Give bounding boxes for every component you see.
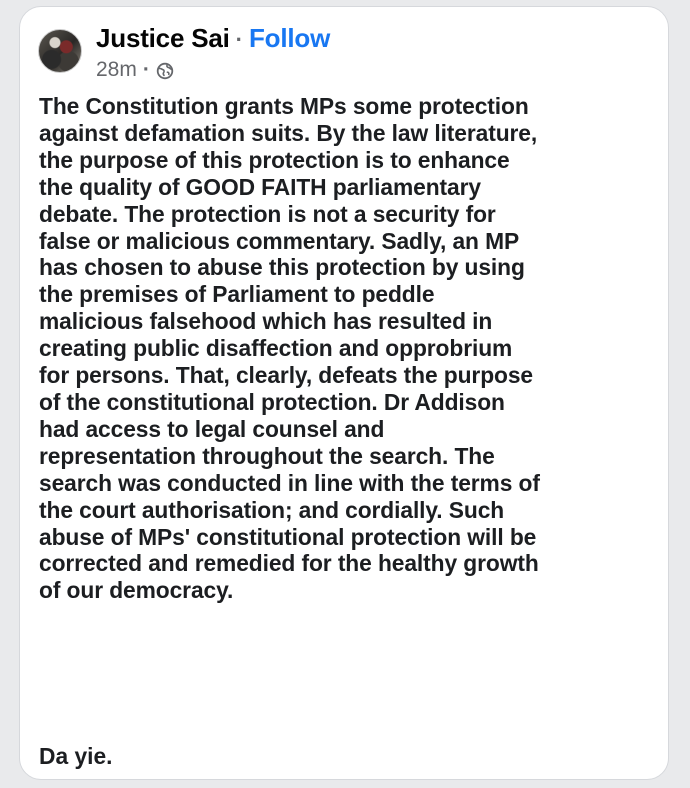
post-body-line: creating public disaffection and opprobrium xyxy=(39,335,513,362)
post-body-line: the quality of GOOD FAITH parliamentary xyxy=(39,173,481,200)
author-name[interactable]: Justice Sai xyxy=(96,23,230,53)
post-body-line: has chosen to abuse this protection by using xyxy=(39,254,525,281)
name-row xyxy=(96,23,330,55)
post-body-line: malicious falsehood which has resulted in xyxy=(39,308,493,335)
post-body-line: the court authorisation; and cordially. Such xyxy=(39,496,505,523)
post-body-line: for persons. That, clearly, defeats the purpose xyxy=(39,362,534,389)
post-body-line: the premises of Parliament to peddle xyxy=(39,281,435,308)
timestamp-separator: · xyxy=(142,58,150,81)
post-body-line: had access to legal counsel and xyxy=(39,415,385,442)
post-body-line: of the constitutional protection. Dr Addison xyxy=(39,388,505,415)
post-signoff: Da yie. xyxy=(39,743,113,769)
post-card xyxy=(19,6,669,780)
name-separator: · xyxy=(235,27,243,52)
post-body-line: representation throughout the search. The xyxy=(39,442,495,469)
post-body xyxy=(39,93,659,604)
post-subline xyxy=(96,57,330,83)
post-body-line: The Constitution grants MPs some protection xyxy=(39,93,529,119)
post-body-line: abuse of MPs' constitutional protection will be xyxy=(39,523,537,550)
globe-icon[interactable] xyxy=(156,61,174,79)
post-body-line: against defamation suits. By the law literature, xyxy=(39,119,538,146)
post-body-line: the purpose of this protection is to enhance xyxy=(39,146,510,173)
post-body-line: false or malicious commentary. Sadly, an MP xyxy=(39,227,520,254)
post-timestamp[interactable]: 28m xyxy=(96,58,137,81)
post-meta xyxy=(96,23,330,83)
follow-button[interactable]: Follow xyxy=(248,23,331,53)
post-body-line: debate. The protection is not a security for xyxy=(39,200,496,227)
post-body-line: of our democracy. xyxy=(39,577,234,604)
author-avatar[interactable] xyxy=(38,29,82,73)
post-body-line: corrected and remedied for the healthy growth xyxy=(39,550,539,577)
post-body-line: search was conducted in line with the terms of xyxy=(39,469,540,496)
post-header xyxy=(38,23,330,83)
